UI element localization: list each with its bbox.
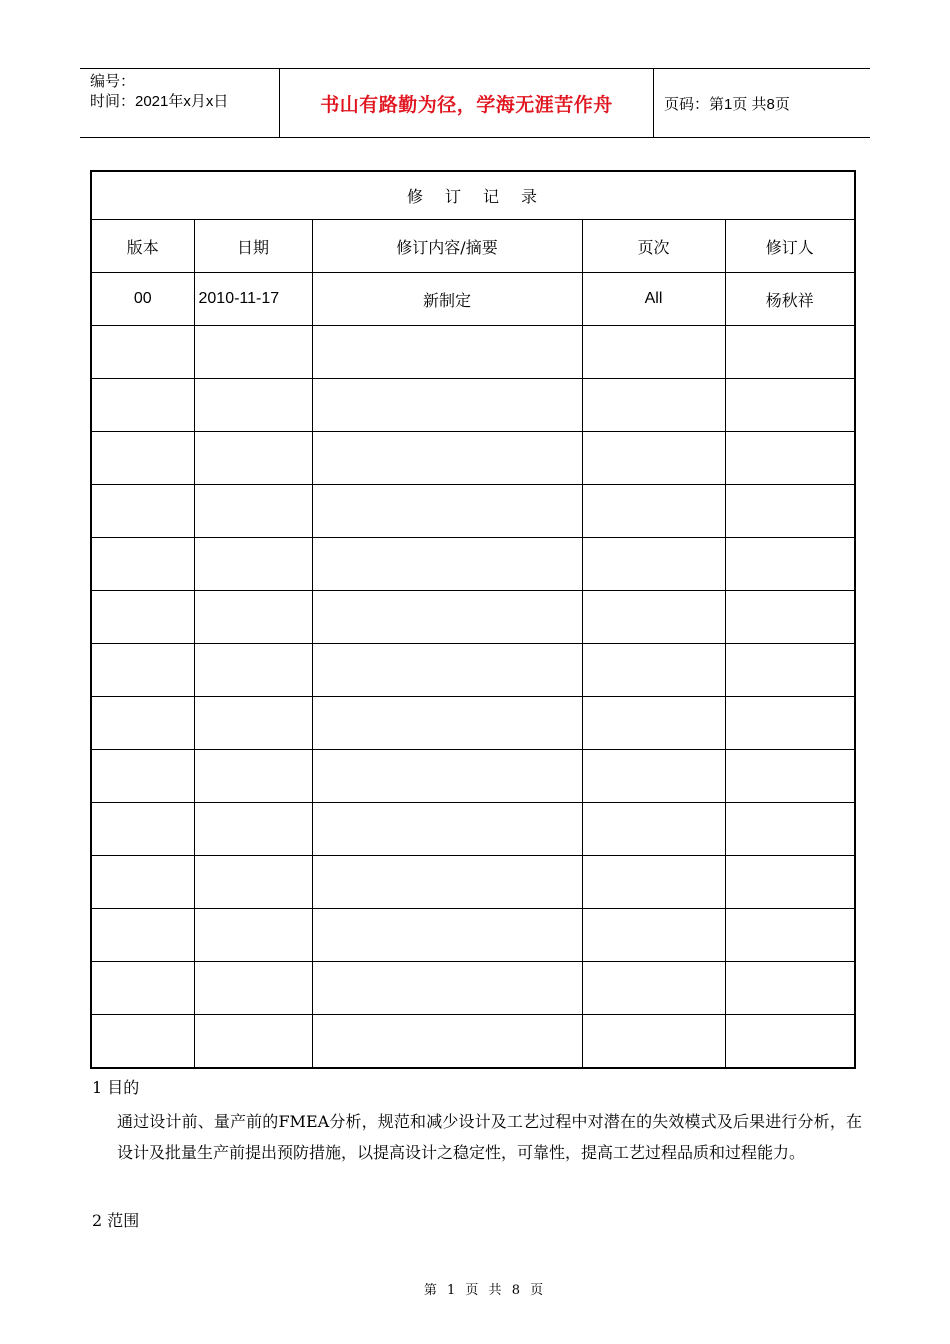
table-row bbox=[91, 538, 855, 591]
revision-table bbox=[90, 170, 856, 1069]
cell-content bbox=[312, 432, 582, 485]
header-meta bbox=[80, 69, 280, 137]
cell-date bbox=[194, 803, 312, 856]
cell-date bbox=[194, 432, 312, 485]
cell-content bbox=[312, 856, 582, 909]
doc-number-label: 编号： bbox=[90, 73, 136, 90]
cell-version bbox=[91, 856, 194, 909]
cell-pages bbox=[582, 962, 725, 1015]
page-header bbox=[80, 68, 870, 138]
cell-date bbox=[194, 591, 312, 644]
cell-pages bbox=[582, 1015, 725, 1069]
cell-version bbox=[91, 803, 194, 856]
cell-date: 2010-11-17 bbox=[194, 273, 312, 326]
table-row bbox=[91, 856, 855, 909]
table-row bbox=[91, 697, 855, 750]
table-row bbox=[91, 326, 855, 379]
cell-version bbox=[91, 697, 194, 750]
cell-reviser bbox=[725, 326, 855, 379]
cell-date bbox=[194, 326, 312, 379]
table-row bbox=[91, 803, 855, 856]
cell-pages: All bbox=[582, 273, 725, 326]
cell-content bbox=[312, 697, 582, 750]
cell-reviser bbox=[725, 591, 855, 644]
cell-content bbox=[312, 750, 582, 803]
cell-version bbox=[91, 1015, 194, 1069]
cell-date bbox=[194, 909, 312, 962]
cell-version bbox=[91, 538, 194, 591]
cell-version bbox=[91, 909, 194, 962]
cell-reviser bbox=[725, 485, 855, 538]
page-footer: 第 1 页 共 8 页 bbox=[423, 1283, 547, 1298]
header-page-info: 页码：第1页 共8页 bbox=[664, 95, 790, 113]
cell-reviser bbox=[725, 962, 855, 1015]
cell-date bbox=[194, 644, 312, 697]
revision-table-title-row bbox=[91, 171, 855, 220]
cell-date bbox=[194, 750, 312, 803]
cell-date bbox=[194, 538, 312, 591]
section-scope-title: 2 范围 bbox=[92, 1211, 140, 1230]
cell-version bbox=[91, 644, 194, 697]
cell-pages bbox=[582, 644, 725, 697]
cell-pages bbox=[582, 909, 725, 962]
cell-version bbox=[91, 432, 194, 485]
cell-pages bbox=[582, 803, 725, 856]
section-purpose-text: 通过设计前、量产前的FMEA分析，规范和减少设计及工艺过程中对潜在的失效模式及后果进行分析，在设计及批量生产前提出预防措施，以提高设计之稳定性，可靠性，提高工艺过程品质和过程能力。 bbox=[117, 1112, 862, 1162]
cell-version bbox=[91, 379, 194, 432]
revision-table-header-row bbox=[91, 220, 855, 273]
table-row bbox=[91, 379, 855, 432]
cell-date bbox=[194, 856, 312, 909]
column-header-reviser: 修订人 bbox=[725, 220, 855, 273]
cell-date bbox=[194, 962, 312, 1015]
table-row bbox=[91, 591, 855, 644]
cell-pages bbox=[582, 856, 725, 909]
table-row bbox=[91, 273, 855, 326]
column-header-pages: 页次 bbox=[582, 220, 725, 273]
cell-version bbox=[91, 750, 194, 803]
cell-date bbox=[194, 697, 312, 750]
cell-pages bbox=[582, 432, 725, 485]
table-row bbox=[91, 962, 855, 1015]
cell-version bbox=[91, 326, 194, 379]
cell-reviser bbox=[725, 644, 855, 697]
cell-content bbox=[312, 962, 582, 1015]
cell-pages bbox=[582, 750, 725, 803]
cell-content bbox=[312, 379, 582, 432]
cell-reviser bbox=[725, 1015, 855, 1069]
cell-pages bbox=[582, 379, 725, 432]
cell-date bbox=[194, 379, 312, 432]
cell-reviser bbox=[725, 538, 855, 591]
cell-pages bbox=[582, 326, 725, 379]
cell-version bbox=[91, 591, 194, 644]
cell-date bbox=[194, 1015, 312, 1069]
header-motto: 书山有路勤为径，学海无涯苦作舟 bbox=[280, 69, 654, 137]
cell-reviser bbox=[725, 379, 855, 432]
column-header-version: 版本 bbox=[91, 220, 194, 273]
cell-pages bbox=[582, 485, 725, 538]
table-row bbox=[91, 485, 855, 538]
cell-version bbox=[91, 485, 194, 538]
cell-date bbox=[194, 485, 312, 538]
cell-reviser bbox=[725, 803, 855, 856]
cell-reviser bbox=[725, 856, 855, 909]
table-row bbox=[91, 644, 855, 697]
cell-reviser bbox=[725, 697, 855, 750]
cell-content bbox=[312, 591, 582, 644]
table-row bbox=[91, 1015, 855, 1069]
section-purpose-title: 1 目的 bbox=[92, 1078, 140, 1097]
cell-content: 新制定 bbox=[312, 273, 582, 326]
column-header-content: 修订内容/摘要 bbox=[312, 220, 582, 273]
table-row bbox=[91, 432, 855, 485]
cell-reviser bbox=[725, 909, 855, 962]
cell-reviser bbox=[725, 432, 855, 485]
cell-reviser: 杨秋祥 bbox=[725, 273, 855, 326]
cell-pages bbox=[582, 591, 725, 644]
column-header-date: 日期 bbox=[194, 220, 312, 273]
cell-reviser bbox=[725, 750, 855, 803]
cell-content bbox=[312, 538, 582, 591]
table-row bbox=[91, 750, 855, 803]
cell-pages bbox=[582, 697, 725, 750]
cell-content bbox=[312, 909, 582, 962]
cell-content bbox=[312, 803, 582, 856]
cell-content bbox=[312, 485, 582, 538]
table-row bbox=[91, 909, 855, 962]
doc-time-label: 时间：2021年x月x日 bbox=[90, 93, 229, 110]
cell-pages bbox=[582, 538, 725, 591]
cell-content bbox=[312, 326, 582, 379]
cell-version bbox=[91, 962, 194, 1015]
cell-content bbox=[312, 644, 582, 697]
cell-version: 00 bbox=[91, 273, 194, 326]
cell-content bbox=[312, 1015, 582, 1069]
revision-table-title: 修订记录 bbox=[91, 171, 855, 220]
